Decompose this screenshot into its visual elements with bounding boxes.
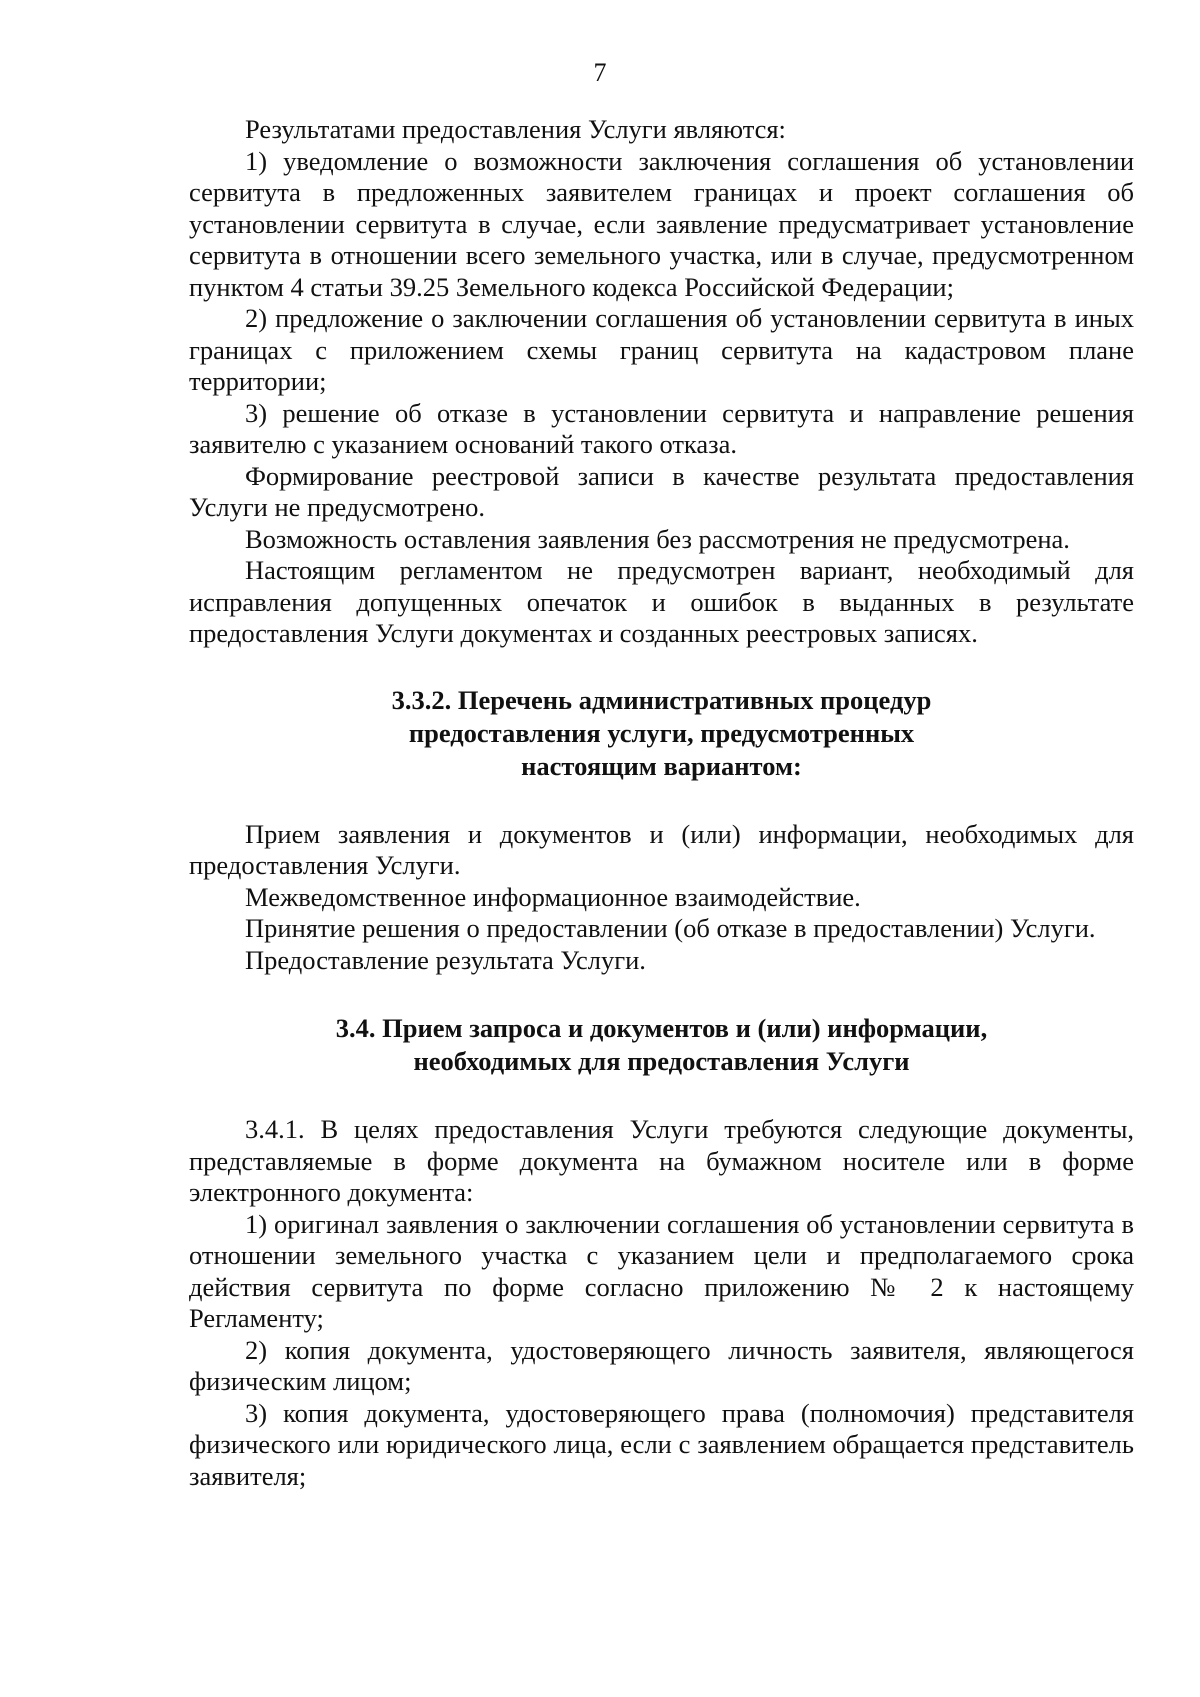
heading-line: 3.3.2. Перечень административных процедур xyxy=(391,684,932,715)
heading-line: предоставления услуги, предусмотренных xyxy=(408,717,915,748)
result-item: 3) решение об отказе в установлении сервитута и направление решения заявителю с указанием оснований такого отказа. xyxy=(189,397,1134,459)
note-paragraph: Формирование реестровой записи в качестве результата предоставления Услуги не предусмотрено. xyxy=(189,460,1134,522)
page-number: 7 xyxy=(593,58,607,87)
procedure-item: Предоставление результата Услуги. xyxy=(245,944,646,975)
heading-line: настоящим вариантом: xyxy=(521,750,802,781)
heading-line: необходимых для предоставления Услуги xyxy=(413,1046,910,1076)
document-item: 3) копия документа, удостоверяющего права (полномочия) представителя физического или юридического лица, если с заявлением обращается представитель заявителя; xyxy=(189,1397,1134,1491)
document-item: 1) оригинал заявления о заключении соглашения об установлении сервитута в отношении земельного участка с указанием цели и предполагаемого срока действия сервитута по форме согласно приложению № 2 к настоящему Регламенту; xyxy=(189,1208,1134,1333)
procedure-item: Принятие решения о предоставлении (об отказе в предоставлении) Услуги. xyxy=(245,913,1096,943)
heading-line: 3.4. Прием запроса и документов и (или) информации, xyxy=(335,1013,988,1043)
document-body xyxy=(189,114,1134,1492)
section-heading-3-4 xyxy=(189,1012,1134,1078)
note-paragraph: Возможность оставления заявления без рассмотрения не предусмотрена. xyxy=(245,523,1070,554)
result-item: 2) предложение о заключении соглашения об установлении сервитута в иных границах с приложением схемы границ сервитута на кадастровом плане территории; xyxy=(189,303,1134,396)
note-paragraph: Настоящим регламентом не предусмотрен вариант, необходимый для исправления допущенных опечаток и ошибок в выданных в результате предоставления Услуги документах и созданных реестровых записях. xyxy=(189,555,1134,648)
section-intro-3-4-1: 3.4.1. В целях предоставления Услуги требуются следующие документы, представляемые в форме документа на бумажном носителе или в форме электронного документа: xyxy=(189,1114,1134,1207)
procedure-item: Прием заявления и документов и (или) информации, необходимых для предоставления Услуги. xyxy=(189,818,1134,880)
result-item: 1) уведомление о возможности заключения соглашения об установлении сервитута в предложенных заявителем границах и проект соглашения об установлении сервитута в случае, если заявление предусматривает установление сервитута в отношении всего земельного участка, или в случае, предусмотренном пунктом 4 статьи 39.25 Земельного кодекса Российской Федерации; xyxy=(189,145,1134,302)
results-intro: Результатами предоставления Услуги являются: xyxy=(245,114,786,144)
document-item: 2) копия документа, удостоверяющего личность заявителя, являющегося физическим лицом; xyxy=(189,1334,1134,1396)
procedure-item: Межведомственное информационное взаимодействие. xyxy=(245,881,861,912)
section-heading-3-3-2 xyxy=(189,684,1134,783)
